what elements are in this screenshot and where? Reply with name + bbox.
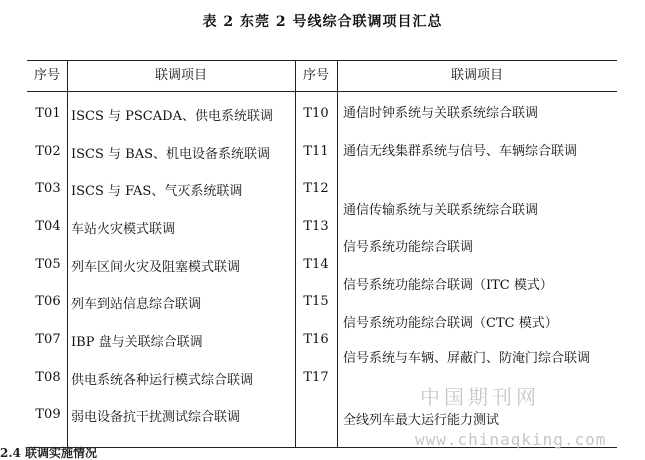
right-row-item: 通信传输系统与关联系统综合联调	[343, 203, 539, 218]
left-row-number: T06	[35, 294, 61, 309]
column-divider	[67, 61, 68, 447]
right-row-number: T17	[303, 370, 329, 385]
header-item-right: 联调项目	[450, 68, 503, 83]
left-row-number: T03	[35, 181, 61, 196]
left-row-number: T09	[35, 407, 61, 422]
right-row-number: T16	[303, 332, 329, 347]
right-row-item: 通信无线集群系统与信号、车辆综合联调	[343, 144, 578, 159]
table-title: 表 2 东莞 2 号线综合联调项目汇总	[202, 14, 443, 30]
header-divider	[27, 91, 617, 92]
left-row-item: 供电系统各种运行模式综合联调	[71, 373, 254, 388]
watermark-url: www.chinaqking.com	[415, 430, 607, 449]
right-row-number: T10	[303, 106, 329, 121]
left-row-item: 列车区间火灾及阻塞模式联调	[71, 260, 241, 275]
left-row-number: T05	[35, 257, 61, 272]
right-row-number: T11	[303, 144, 329, 159]
right-row-number: T14	[303, 257, 329, 272]
right-row-item: 全线列车最大运行能力测试	[343, 413, 500, 428]
left-row-item: ISCS 与 FAS、气灭系统联调	[71, 184, 243, 199]
left-row-number: T04	[35, 219, 61, 234]
left-row-number: T07	[35, 332, 61, 347]
right-row-item: 通信时钟系统与关联系统综合联调	[343, 106, 539, 121]
left-row-item: ISCS 与 PSCADA、供电系统联调	[71, 109, 273, 124]
right-row-item: 信号系统功能综合联调（CTC 模式）	[343, 316, 558, 331]
column-divider	[337, 61, 338, 447]
watermark-logo-text: 中国期刊网	[420, 385, 540, 409]
left-row-item: 列车到站信息综合联调	[71, 297, 202, 312]
header-seq-left: 序号	[33, 68, 60, 83]
section-heading-cutoff: 2.4 联调实施情况	[0, 446, 98, 460]
right-row-item: 信号系统与车辆、屏蔽门、防淹门综合联调	[343, 351, 591, 366]
right-row-item: 信号系统功能综合联调（ITC 模式）	[343, 278, 553, 293]
header-item-left: 联调项目	[154, 68, 207, 83]
left-row-item: ISCS 与 BAS、机电设备系统联调	[71, 147, 271, 162]
right-row-number: T13	[303, 219, 329, 234]
right-row-number: T12	[303, 181, 329, 196]
left-row-item: 车站火灾模式联调	[71, 222, 176, 237]
header-seq-right: 序号	[302, 68, 329, 83]
left-row-number: T02	[35, 144, 61, 159]
left-row-item: 弱电设备抗干扰测试综合联调	[71, 410, 241, 425]
left-row-number: T01	[35, 106, 61, 121]
left-row-item: IBP 盘与关联综合联调	[71, 335, 203, 350]
right-row-item: 信号系统功能综合联调	[343, 240, 474, 255]
right-row-number: T15	[303, 294, 329, 309]
left-row-number: T08	[35, 370, 61, 385]
